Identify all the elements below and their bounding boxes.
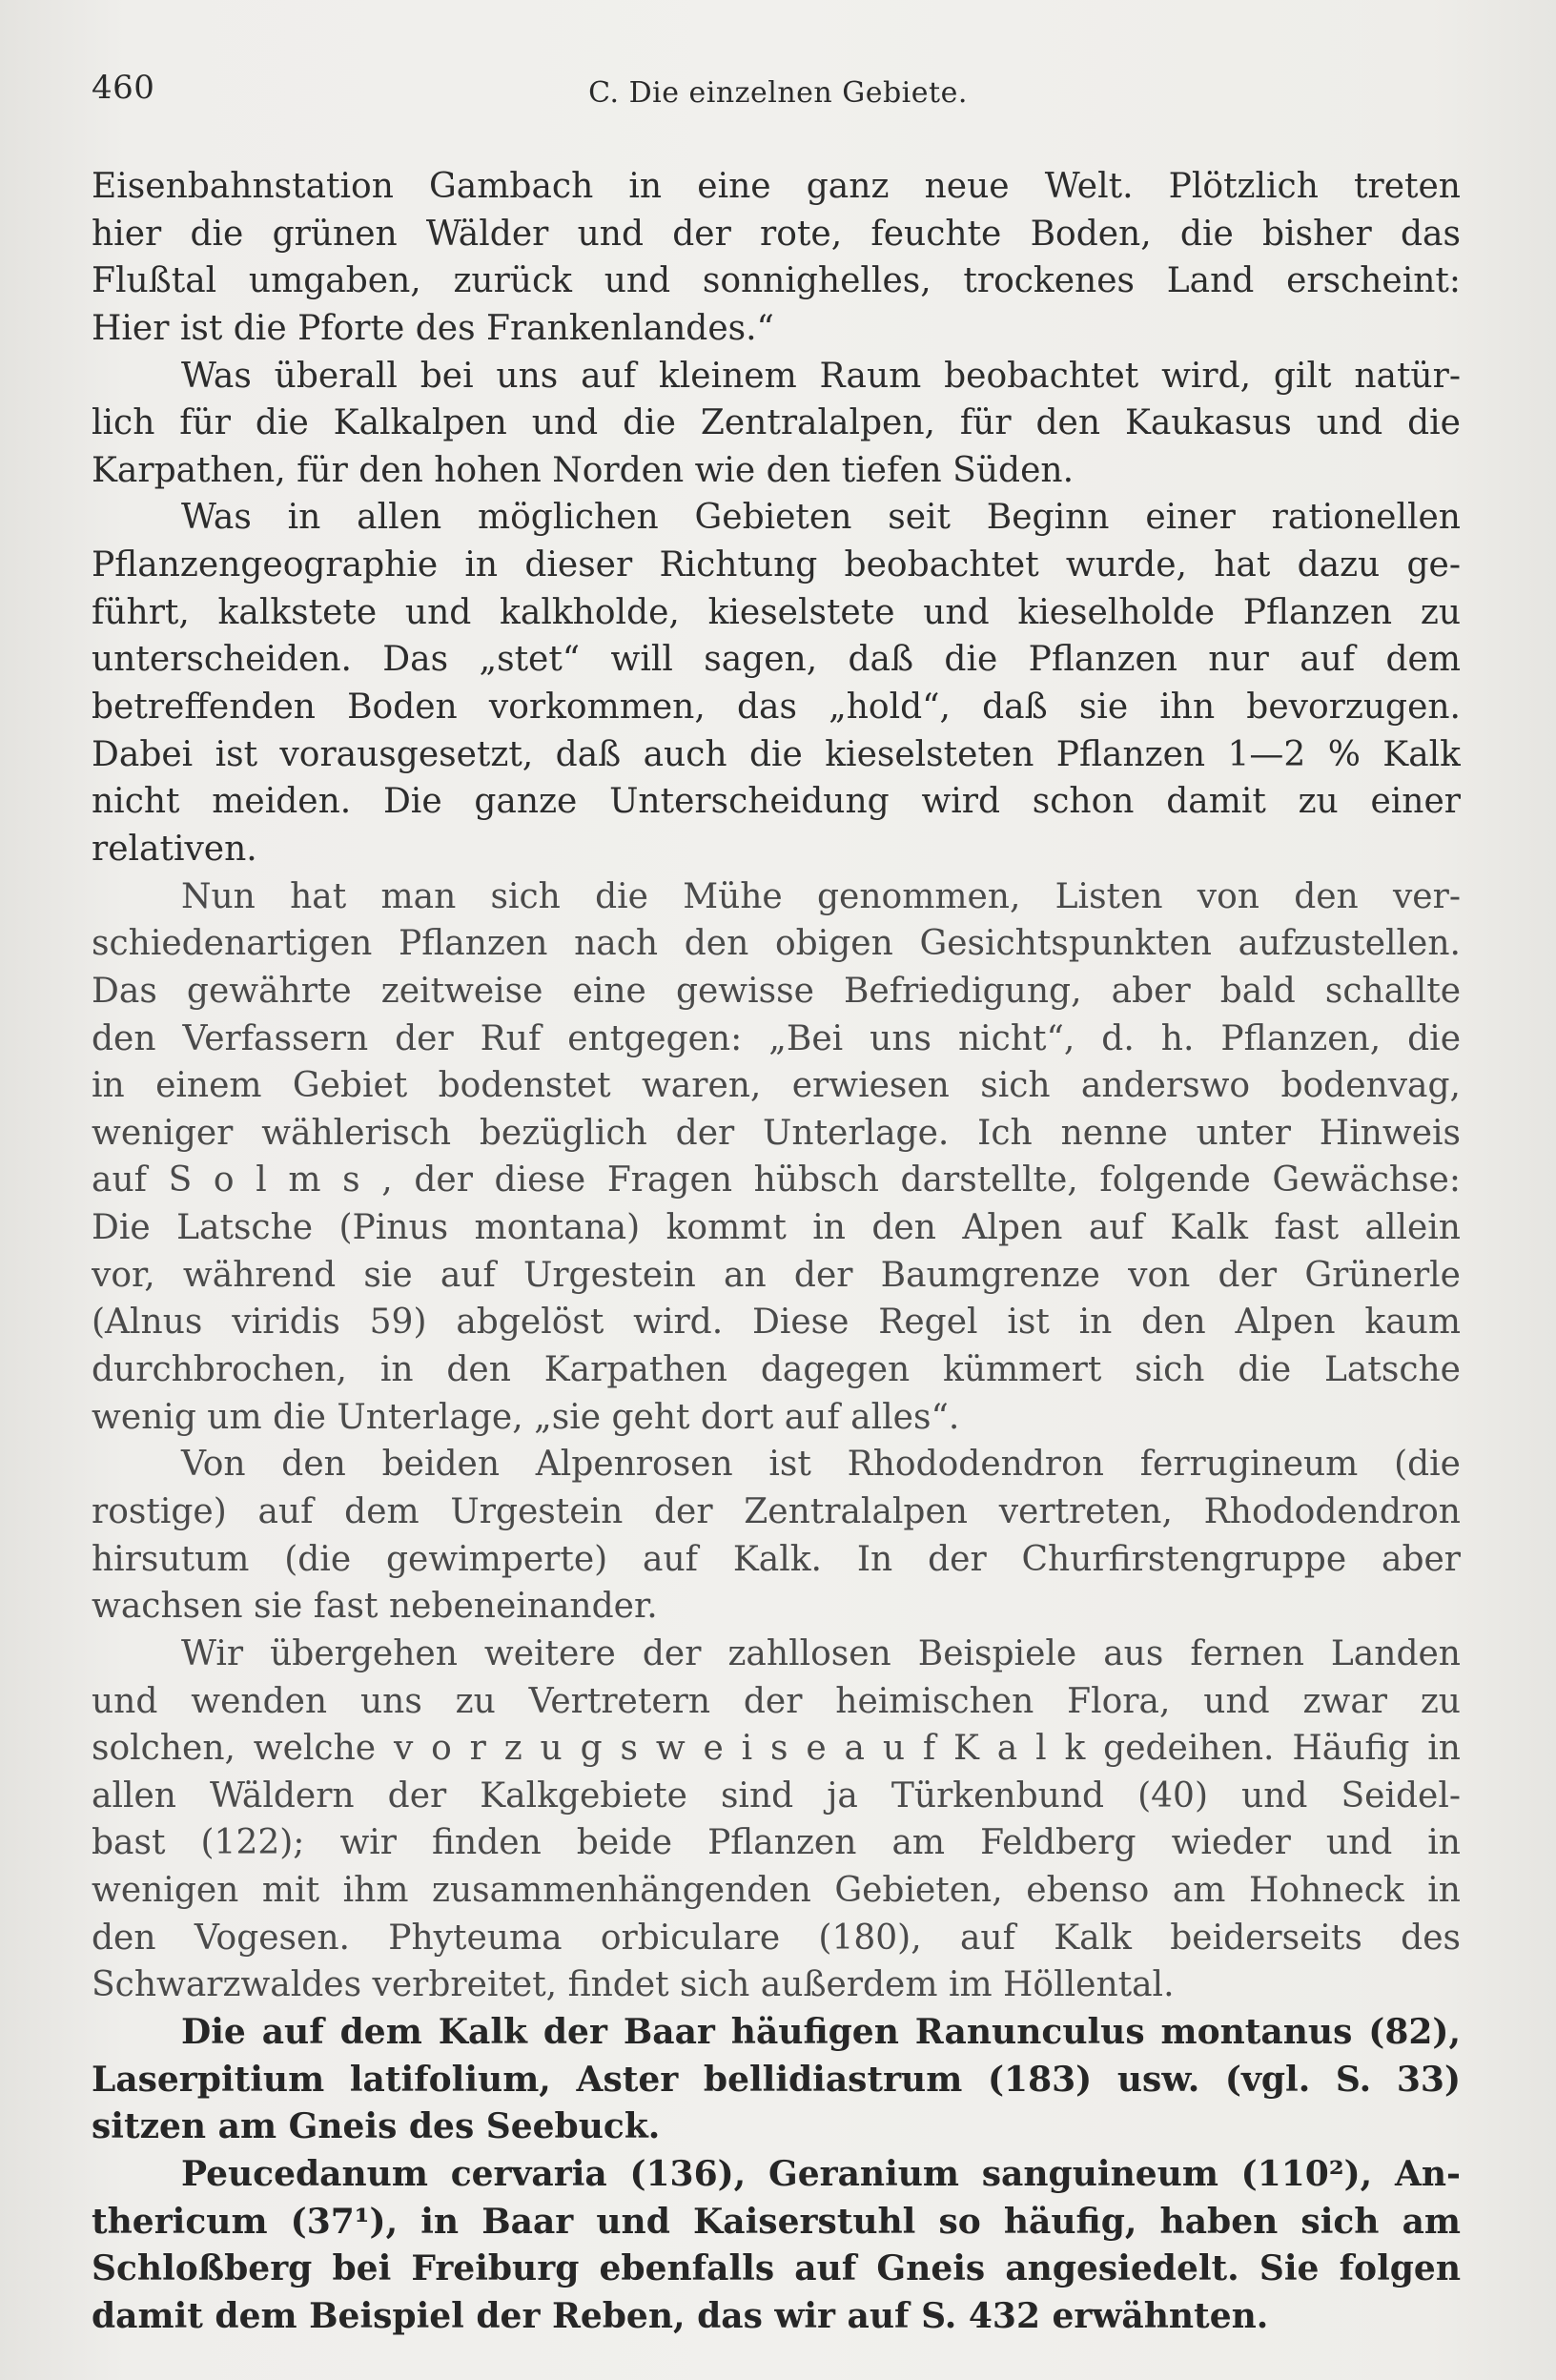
text-line: führt, kalkstete und kalkholde, kieselstete und kieselholde Pflanzen zu bbox=[92, 592, 1461, 632]
text-line: vor, während sie auf Urgestein an der Baumgrenze von der Grünerle bbox=[92, 1255, 1461, 1295]
text-line: sitzen am Gneis des Seebuck. bbox=[92, 2106, 661, 2147]
text-line: wachsen sie fast nebeneinander. bbox=[92, 1587, 658, 1627]
text-line: Die auf dem Kalk der Baar häufigen Ranunculus montanus (82), bbox=[181, 2011, 1461, 2052]
text-line: Nun hat man sich die Mühe genommen, Listen von den ver- bbox=[181, 876, 1461, 916]
text-line: thericum (37¹), in Baar und Kaiserstuhl so häufig, haben sich am bbox=[92, 2201, 1461, 2242]
text-line: Das gewährte zeitweise eine gewisse Befriedigung, aber bald schallte bbox=[92, 971, 1461, 1011]
text-line: Hier ist die Pforte des Frankenlandes.“ bbox=[92, 308, 774, 348]
text-line: Die Latsche (Pinus montana) kommt in den Alpen auf Kalk fast allein bbox=[92, 1208, 1461, 1248]
text-line: betreffenden Boden vorkommen, das „hold“, daß sie ihn bevorzugen. bbox=[92, 687, 1461, 728]
text-line: weniger wählerisch bezüglich der Unterlage. Ich nenne unter Hinweis bbox=[92, 1113, 1461, 1153]
text-line: nicht meiden. Die ganze Unterscheidung wird schon damit zu einer bbox=[92, 782, 1461, 822]
text-line: in einem Gebiet bodenstet waren, erwiesen sich anderswo bodenvag, bbox=[92, 1066, 1461, 1106]
body-text bbox=[92, 163, 1461, 2340]
text-line: Laserpitium latifolium, Aster bellidiastrum (183) usw. (vgl. S. 33) bbox=[92, 2059, 1461, 2100]
text-line: lich für die Kalkalpen und die Zentralalpen, für den Kaukasus und die bbox=[92, 403, 1461, 443]
page-header bbox=[92, 69, 1464, 116]
text-line: damit dem Beispiel der Reben, das wir auf S. 432 erwähnten. bbox=[92, 2295, 1269, 2336]
text-line: Karpathen, für den hohen Norden wie den tiefen Süden. bbox=[92, 450, 1075, 490]
text-line: auf S o l m s , der diese Fragen hübsch darstellte, folgende Gewächse: bbox=[92, 1160, 1461, 1200]
text-line: und wenden uns zu Vertretern der heimischen Flora, und zwar zu bbox=[92, 1681, 1461, 1721]
text-line: Was überall bei uns auf kleinem Raum beobachtet wird, gilt natür- bbox=[181, 356, 1461, 396]
text-line: Schwarzwaldes verbreitet, findet sich außerdem im Höllental. bbox=[92, 1965, 1175, 2005]
running-head: C. Die einzelnen Gebiete. bbox=[588, 76, 968, 110]
text-line: wenig um die Unterlage, „sie geht dort auf alles“. bbox=[92, 1397, 960, 1437]
text-line: durchbrochen, in den Karpathen dagegen kümmert sich die Latsche bbox=[92, 1350, 1461, 1390]
text-line: rostige) auf dem Urgestein der Zentralalpen vertreten, Rhododendron bbox=[92, 1491, 1461, 1531]
text-line: Dabei ist vorausgesetzt, daß auch die kieselsteten Pflanzen 1—2 % Kalk bbox=[92, 734, 1461, 774]
text-line: den Verfassern der Ruf entgegen: „Bei uns nicht“, d. h. Pflanzen, die bbox=[92, 1018, 1461, 1058]
text-line: schiedenartigen Pflanzen nach den obigen Gesichtspunkten aufzustellen. bbox=[92, 924, 1461, 964]
text-line: Eisenbahnstation Gambach in eine ganz neue Welt. Plötzlich treten bbox=[92, 167, 1461, 206]
text-line: bast (122); wir finden beide Pflanzen am Feldberg wieder und in bbox=[92, 1823, 1461, 1863]
text-line: (Alnus viridis 59) abgelöst wird. Diese Regel ist in den Alpen kaum bbox=[92, 1303, 1461, 1343]
text-line: relativen. bbox=[92, 829, 257, 869]
text-line: Pflanzengeographie in dieser Richtung beobachtet wurde, hat dazu ge- bbox=[92, 545, 1461, 585]
page-number: 460 bbox=[92, 69, 155, 107]
text-line: Flußtal umgaben, zurück und sonnighelles, trockenes Land erscheint: bbox=[92, 261, 1461, 301]
text-line: hirsutum (die gewimperte) auf Kalk. In der Churfirstengruppe aber bbox=[92, 1539, 1461, 1579]
text-line: hier die grünen Wälder und der rote, feuchte Boden, die bisher das bbox=[92, 214, 1461, 254]
text-line: Was in allen möglichen Gebieten seit Beginn einer rationellen bbox=[181, 498, 1461, 538]
text-line: Von den beiden Alpenrosen ist Rhododendron ferrugineum (die bbox=[181, 1445, 1461, 1485]
text-line: wenigen mit ihm zusammenhängenden Gebieten, ebenso am Hohneck in bbox=[92, 1871, 1461, 1911]
text-line: den Vogesen. Phyteuma orbiculare (180), auf Kalk beiderseits des bbox=[92, 1918, 1461, 1958]
text-line: solchen, welche v o r z u g s w e i s e a u f K a l k gedeihen. Häufig in bbox=[92, 1729, 1461, 1769]
text-line: Peucedanum cervaria (136), Geranium sanguineum (110²), An- bbox=[181, 2153, 1461, 2194]
text-line: allen Wäldern der Kalkgebiete sind ja Türkenbund (40) und Seidel- bbox=[92, 1775, 1461, 1816]
text-line: Schloßberg bei Freiburg ebenfalls auf Gneis angesiedelt. Sie folgen bbox=[92, 2248, 1461, 2289]
text-line: unterscheiden. Das „stet“ will sagen, daß die Pflanzen nur auf dem bbox=[92, 640, 1461, 680]
text-line: Wir übergehen weitere der zahllosen Beispiele aus fernen Landen bbox=[181, 1633, 1461, 1673]
